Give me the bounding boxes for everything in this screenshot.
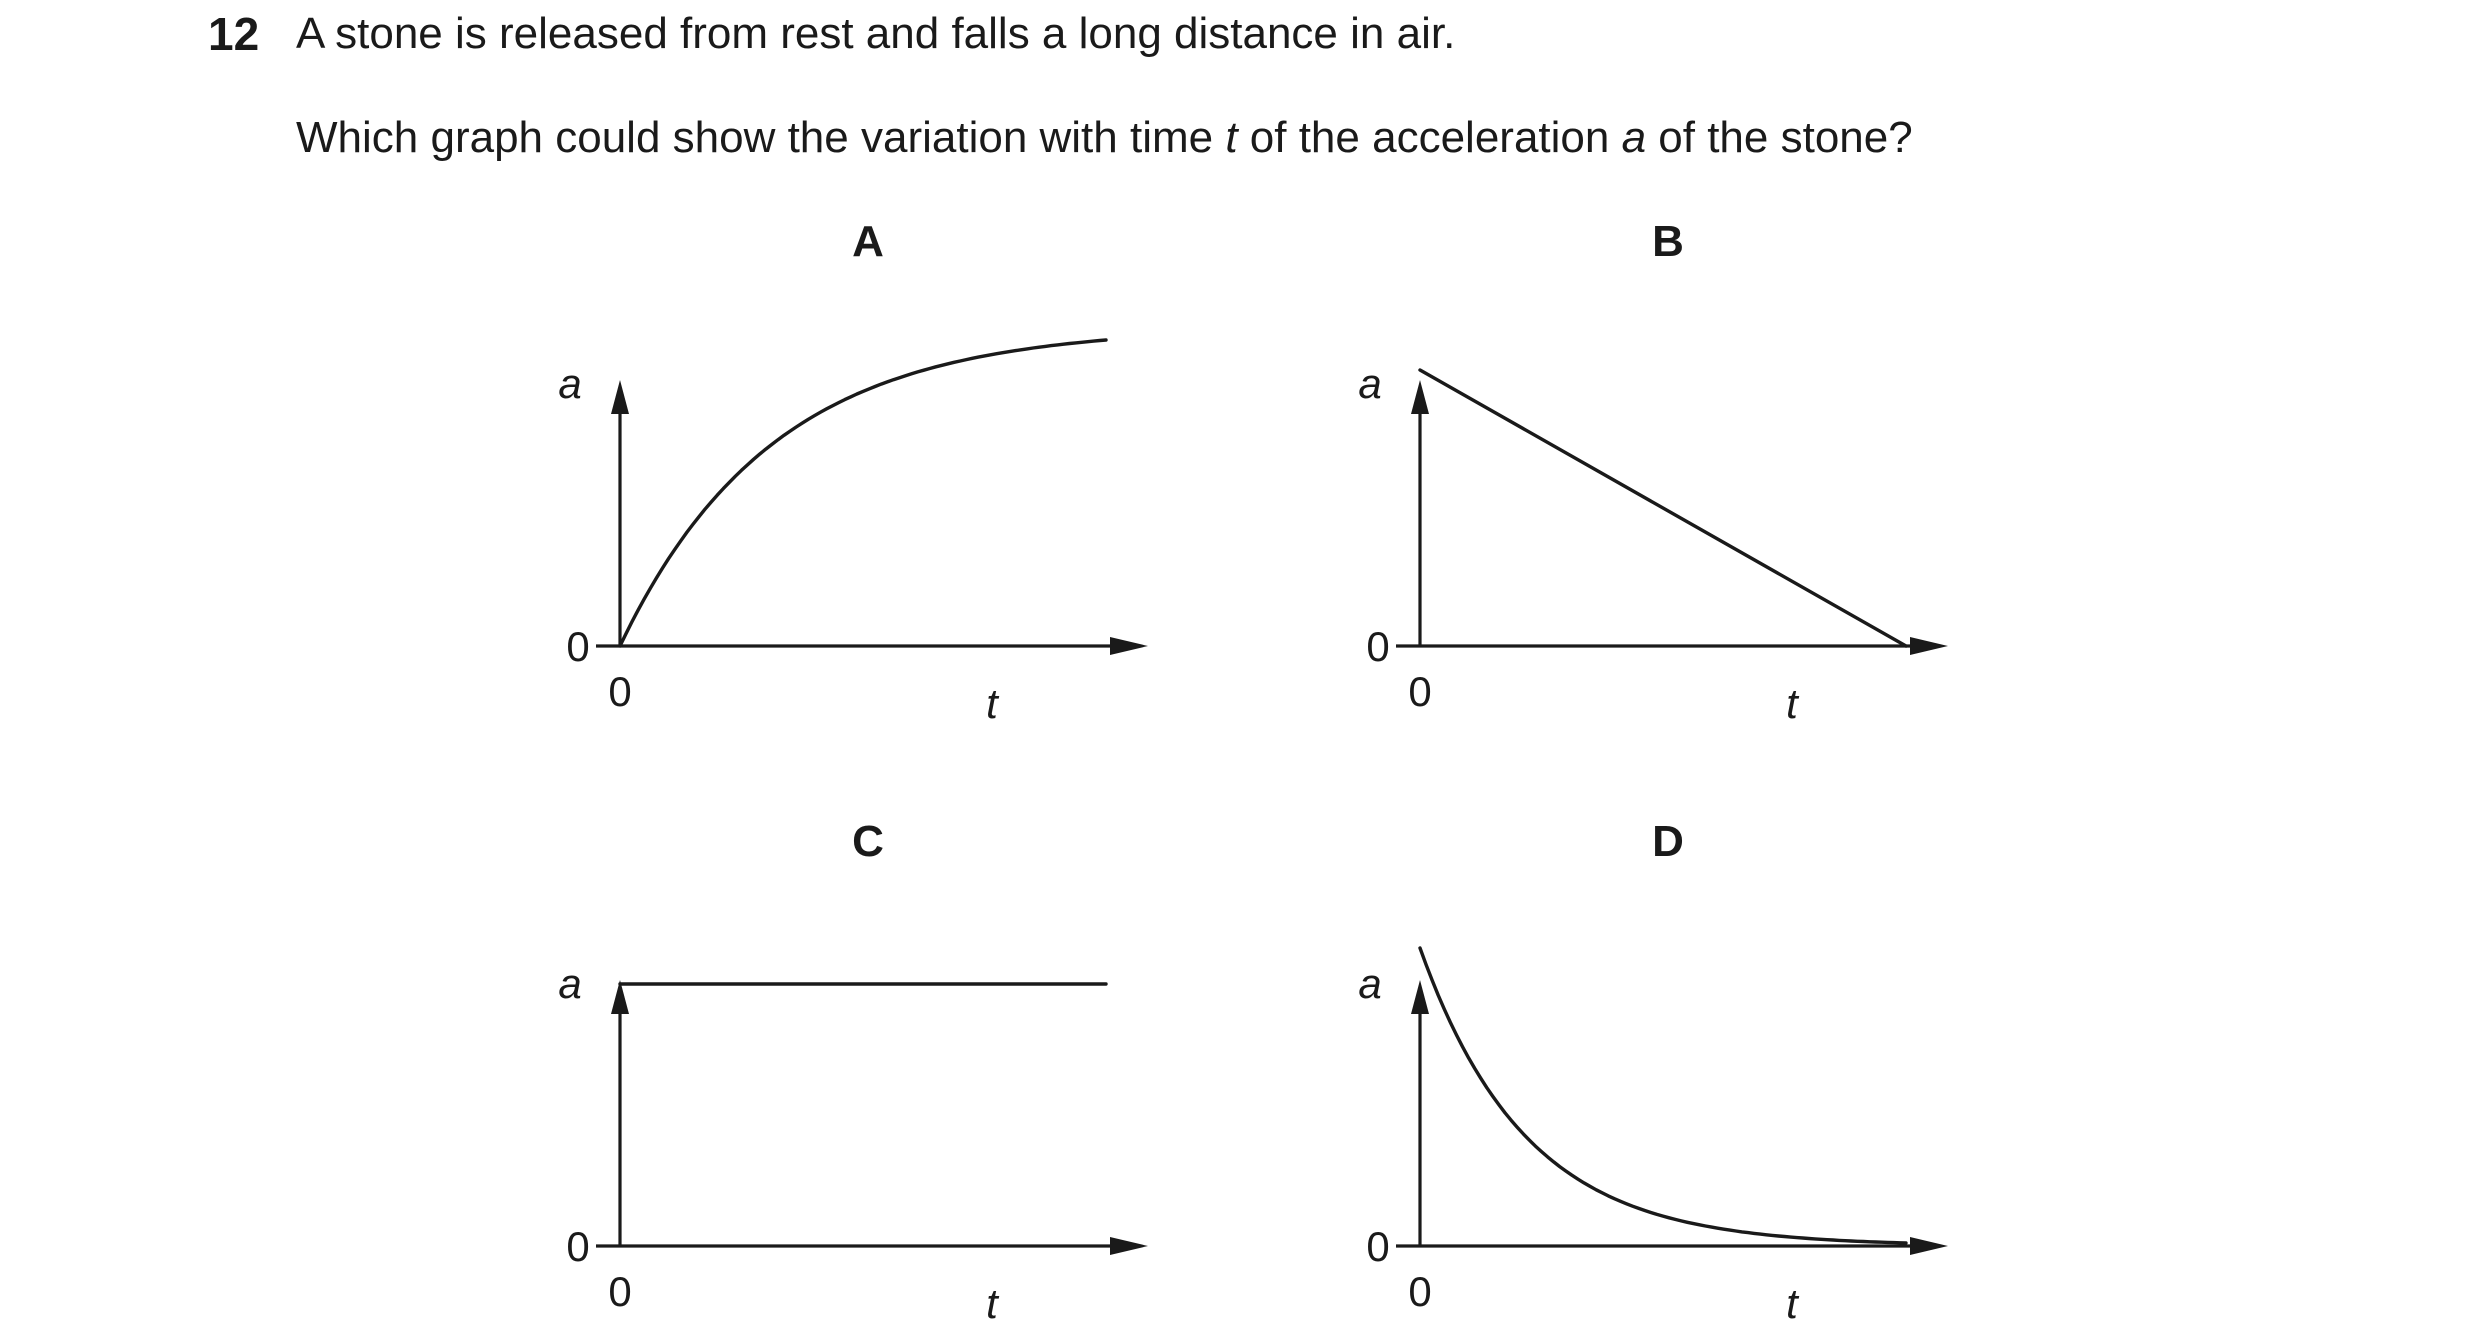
option-label-d: D — [1652, 817, 1684, 866]
x-zero-label: 0 — [1408, 1268, 1432, 1315]
graph-option-b — [1358, 217, 1948, 727]
prompt-variable-a: a — [1621, 113, 1647, 162]
graph-option-d — [1358, 817, 1948, 1327]
x-zero-label: 0 — [1408, 668, 1432, 715]
option-label-b: B — [1652, 217, 1684, 266]
x-zero-label: 0 — [608, 668, 632, 715]
y-zero-label: 0 — [566, 623, 590, 670]
curve-rising-exponential — [620, 340, 1106, 646]
y-axis-label: a — [1358, 960, 1382, 1007]
prompt-part-3: of the stone? — [1646, 113, 1913, 162]
x-zero-label: 0 — [608, 1268, 632, 1315]
y-zero-label: 0 — [1366, 623, 1390, 670]
prompt-part-1: Which graph could show the variation with time — [296, 113, 1226, 162]
question-number: 12 — [208, 8, 260, 60]
option-label-a: A — [852, 217, 884, 266]
prompt-variable-t: t — [1225, 113, 1238, 162]
graph-option-c — [558, 817, 1148, 1327]
x-axis-arrow-icon — [1910, 1237, 1948, 1255]
y-zero-label: 0 — [1366, 1223, 1390, 1270]
y-axis-label: a — [558, 960, 582, 1007]
x-axis-arrow-icon — [1110, 637, 1148, 655]
y-axis-label: a — [1358, 360, 1382, 407]
x-axis-label: t — [986, 1280, 998, 1327]
y-axis-label: a — [558, 360, 582, 407]
curve-decaying-exponential — [1420, 948, 1906, 1243]
y-zero-label: 0 — [566, 1223, 590, 1270]
curve-linear-decrease — [1420, 370, 1906, 646]
y-axis-arrow-icon — [1411, 380, 1429, 414]
x-axis-label: t — [1786, 1280, 1798, 1327]
x-axis-label: t — [1786, 680, 1798, 727]
option-label-c: C — [852, 817, 884, 866]
x-axis-arrow-icon — [1910, 637, 1948, 655]
graph-option-a — [558, 217, 1148, 727]
x-axis-arrow-icon — [1110, 1237, 1148, 1255]
x-axis-label: t — [986, 680, 998, 727]
y-axis-arrow-icon — [1411, 980, 1429, 1014]
question-stem: A stone is released from rest and falls a long distance in air. — [296, 9, 1456, 58]
y-axis-arrow-icon — [611, 380, 629, 414]
prompt-part-2: of the acceleration — [1237, 113, 1622, 162]
